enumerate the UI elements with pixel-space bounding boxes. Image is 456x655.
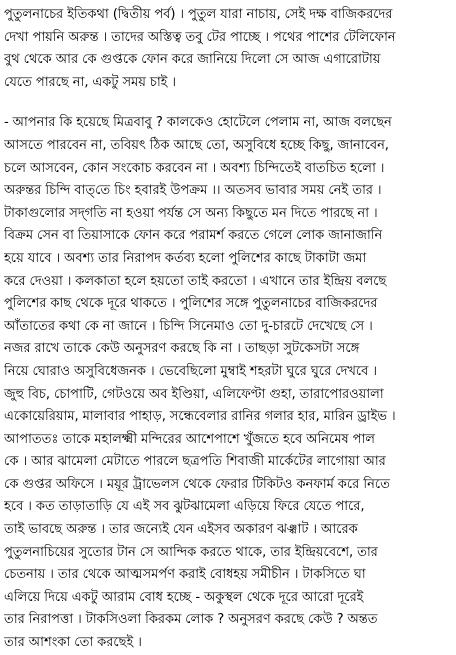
- text-line: - আপনার কি হয়েছে মিত্রবাবু ? কালকেও হোটেলে পেলাম না, আজ বলছেন: [4, 115, 392, 131]
- paragraph: [4, 112, 456, 654]
- paragraph: [4, 4, 456, 94]
- text-line: তার নিরাপত্তা । টাকসিওলা কিরকম লোক ? অনুসরণ করছে কেউ ? অন্তত: [4, 612, 378, 628]
- text-line: অরুন্তর চিন্দি বাত্‌তে চিং হবারই উপক্রম ।। অতসব ভাবার সময় নেই তার ।: [4, 183, 382, 199]
- text-line: যেতে পারছে না, একটু সময় চাই ।: [4, 74, 176, 90]
- text-line: বুথ থেকে আর কে গুপ্তকে ফোন করে জানিয়ে দিলো সে আজ এগারোটায়: [4, 52, 381, 68]
- text-line: জুহু বিচ, চোপাটি, গেটওয়ে অব ইণ্ডিয়া, এলিফেণ্টা গুহা, তারাপোরওয়ালা: [4, 386, 384, 402]
- text-line: আঁতাতের কথা কে না জানে । চিন্দি সিনেমাও তো দু-চারটে দেখেছে সে ।: [4, 318, 373, 334]
- text-line: চেতনায় । তার থেকে আত্মসমর্পণ করাই বোধহয় সমীচীন । টাকসিতে ঘা: [4, 567, 366, 583]
- text-line: পুতুলনাচের ইতিকথা (দ্বিতীয় পর্ব) । পুতুল যারা নাচায়, সেই দক্ষ বাজিকরদের: [4, 7, 393, 22]
- text-line: তাই ভাবছে অরুন্ত । তার জন্যেই যেন এইসব অকারণ ঝঞ্ঝাট । আরেক: [4, 522, 358, 538]
- text-line: কে । আর ঝামেলা মেটাতে পারলে ছত্রপতি শিবাজী মার্কেটের লাগোয়া আর: [4, 454, 386, 470]
- text-line: হয়ে যাবে । অবশ্য তার নিরাপদ কর্তব্য হলো পুলিশের কাছে টাকাটা জমা: [4, 250, 367, 266]
- text-line: বিক্রম সেন বা তিয়াসাকে ফোন করে পরামর্শ করতে গেলে লোক জানাজানি: [4, 228, 383, 244]
- text-line: দেখা পায়নি অরুন্ত । তাদের অস্তিত্ব তবু টের পাচ্ছে । পথের পাশের টেলিফোন: [4, 29, 396, 45]
- text-line: হবে । কত তাড়াতাড়ি যে এই সব ঝুটঝামেলা এড়িয়ে ফিরে যেতে পারে,: [4, 499, 365, 515]
- text-line: করে দেওয়া । কলকাতা হলে হয়তো তাই করতো । এখানে তার ইন্দ্রিয় বলছে: [4, 273, 387, 289]
- text-line: নজর রাখে তাকে কেউ অনুসরণ করছে কি না । তাছড়া সুটকেসটা সঙ্গে: [4, 341, 360, 357]
- text-line: তার আশংকা তো করছেই ।: [4, 635, 142, 651]
- text-line: চলে আসবেন, কোন সংকোচ করবেন না । অবশ্য চিন্দিতেই বাতচিত হলো ।: [4, 160, 385, 176]
- text-line: নিয়ে ঘোরাও অসুবিধেজনক । ভেবেছিলো মুম্বাই শহরটা ঘুরে ঘুরে দেখবে ।: [4, 363, 377, 379]
- paragraph-gap: [4, 94, 456, 112]
- text-line: আপাততঃ তাকে মহালক্ষ্মী মন্দিরের আশেপাশে খুঁজতে হবে অনিমেষ পাল: [4, 431, 375, 447]
- text-line: পুতুলনাচিয়ের সুতোর টান সে আন্দিক করতে থাকে, তার ইন্দ্রিয়বেশে, তার: [4, 544, 378, 560]
- text-line: টাকাগুলোর সদ্‌গতি না হওয়া পর্যন্ত সে অন্য কিছুতে মন দিতে পারছে না ।: [4, 205, 378, 221]
- text-line: এলিয়ে দিয়ে একটু আরাম বোধ হচ্ছে - অকুস্থল থেকে দূরে আরো দূরেই: [4, 589, 364, 605]
- text-line: কে গুপ্তর অফিসে । ময়ূর ট্রাভেলস থেকে ফেরার টিকিটও কনফার্ম করে নিতে: [4, 476, 390, 492]
- text-line: পুলিশের কাছ থেকে দূরে থাকতে । পুলিশের সঙ্গে পুতুলনাচের বাজিকরদের: [4, 296, 378, 312]
- text-line: একোয়েরিয়াম, মালাবার পাহাড়, সন্ধেবেলার রানির গলার হার, মারিন ড্রাইভ ।: [4, 409, 396, 425]
- text-line: আসতে পারবেন না, তবিয়ৎ ঠিক আছে তো, অসুবিধে হচ্ছে কিছু, জানাবেন,: [4, 137, 389, 153]
